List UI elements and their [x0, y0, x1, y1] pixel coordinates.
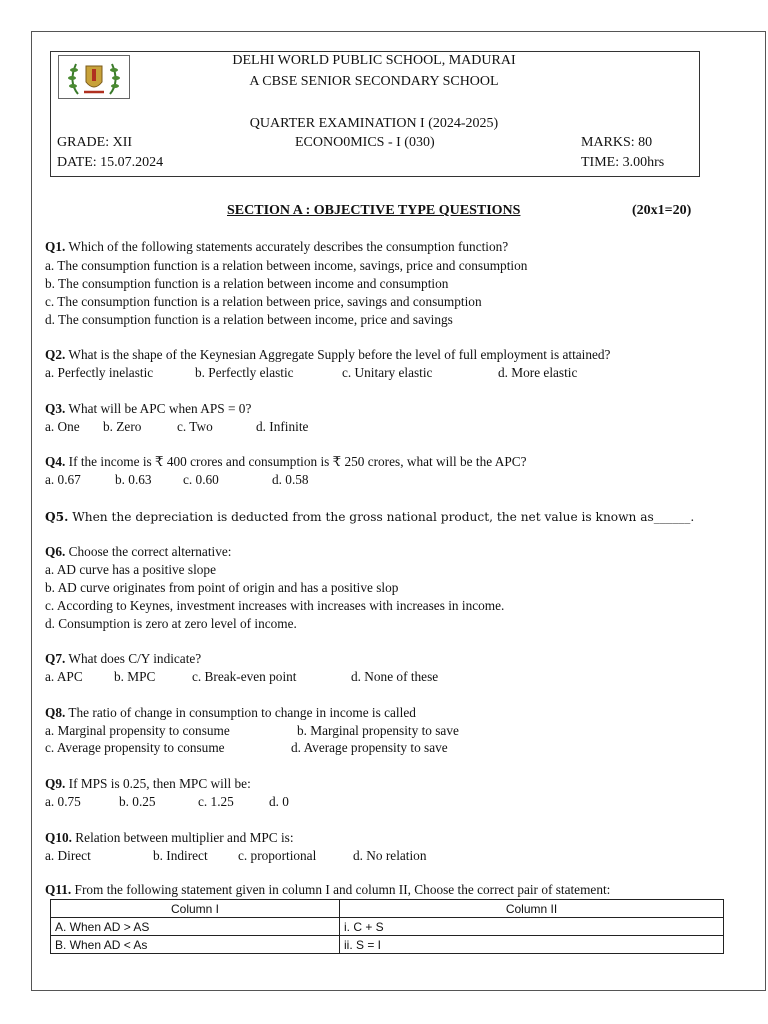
question-2: Q2. What is the shape of the Keynesian Aggregate Supply before the level of full employment is attained?: [45, 347, 611, 362]
q10-option-b: b. Indirect: [153, 848, 208, 863]
question-9: Q9. If MPS is 0.25, then MPC will be:: [45, 776, 251, 791]
q9-options: [45, 794, 289, 810]
exam-title: QUARTER EXAMINATION I (2024-2025): [249, 116, 499, 131]
q8-options-ab: [45, 723, 459, 739]
q6-option-d: d. Consumption is zero at zero level of income.: [45, 616, 297, 631]
q4-options: [45, 472, 309, 488]
q4-option-b: b. 0.63: [115, 472, 152, 487]
column-header: Column II: [340, 900, 724, 918]
q1-option-b: b. The consumption function is a relation between income and consumption: [45, 276, 449, 291]
match-table: [50, 899, 724, 954]
q1-option-c: c. The consumption function is a relation between price, savings and consumption: [45, 294, 482, 309]
q10-options: [45, 848, 426, 864]
table-cell: A. When AD > AS: [51, 918, 340, 936]
question-6: Q6. Choose the correct alternative:: [45, 544, 232, 559]
q6-option-b: b. AD curve originates from point of origin and has a positive slop: [45, 580, 399, 595]
q7-options: [45, 669, 438, 685]
question-8: Q8. The ratio of change in consumption to change in income is called: [45, 705, 416, 720]
date-label: DATE: 15.07.2024: [57, 155, 164, 170]
q8-options-cd: [45, 740, 448, 756]
table-cell: ii. S = I: [340, 936, 724, 954]
q8-option-a: a. Marginal propensity to consume: [45, 723, 230, 738]
q9-option-c: c. 1.25: [198, 794, 234, 809]
school-name: DELHI WORLD PUBLIC SCHOOL, MADURAI: [232, 53, 516, 68]
q6-option-a: a. AD curve has a positive slope: [45, 562, 216, 577]
q2-option-b: b. Perfectly elastic: [195, 365, 294, 380]
question-5: Q5. When the depreciation is deducted from the gross national product, the net value is known as______.: [45, 510, 695, 524]
q7-option-b: b. MPC: [114, 669, 156, 684]
q1-option-d: d. The consumption function is a relation between income, price and savings: [45, 312, 453, 327]
question-11: Q11. From the following statement given in column I and column II, Choose the correct pair of statement:: [45, 882, 611, 897]
q2-option-c: c. Unitary elastic: [342, 365, 433, 380]
school-affiliation: A CBSE SENIOR SECONDARY SCHOOL: [249, 74, 499, 89]
q3-option-d: d. Infinite: [256, 419, 309, 434]
q10-option-c: c. proportional: [238, 848, 317, 863]
q8-option-d: d. Average propensity to save: [291, 740, 448, 755]
column-header: Column I: [51, 900, 340, 918]
table-cell: B. When AD < As: [51, 936, 340, 954]
section-title: SECTION A : OBJECTIVE TYPE QUESTIONS: [227, 203, 521, 218]
q7-option-d: d. None of these: [351, 669, 439, 684]
table-row: [51, 918, 724, 936]
marks-label: MARKS: 80: [581, 135, 653, 150]
q3-option-c: c. Two: [177, 419, 213, 434]
q8-option-b: b. Marginal propensity to save: [297, 723, 459, 738]
table-header-row: [51, 900, 724, 918]
q8-option-c: c. Average propensity to consume: [45, 740, 225, 755]
q9-option-b: b. 0.25: [119, 794, 156, 809]
q4-option-c: c. 0.60: [183, 472, 219, 487]
subject-label: ECONO0MICS - I (030): [295, 135, 435, 150]
question-1: Q1. Which of the following statements accurately describes the consumption function?: [45, 239, 509, 254]
time-label: TIME: 3.00hrs: [581, 155, 665, 170]
q9-option-d: d. 0: [269, 794, 289, 809]
q4-option-a: a. 0.67: [45, 472, 81, 487]
q2-options: [45, 365, 577, 381]
q7-option-c: c. Break-even point: [192, 669, 297, 684]
q4-option-d: d. 0.58: [272, 472, 309, 487]
section-marks: (20x1=20): [632, 203, 692, 218]
q3-option-a: a. One: [45, 419, 80, 434]
q3-options: [45, 419, 308, 435]
q6-option-c: c. According to Keynes, investment increases with increases with increases in income.: [45, 598, 505, 613]
grade-label: GRADE: XII: [57, 135, 133, 150]
q9-option-a: a. 0.75: [45, 794, 81, 809]
table-cell: i. C + S: [340, 918, 724, 936]
question-4: Q4. If the income is ₹ 400 crores and consumption is ₹ 250 crores, what will be the APC?: [45, 454, 527, 469]
table-row: [51, 936, 724, 954]
q10-option-d: d. No relation: [353, 848, 427, 863]
q1-option-a: a. The consumption function is a relation between income, savings, price and consumption: [45, 258, 528, 273]
q2-option-a: a. Perfectly inelastic: [45, 365, 154, 380]
question-7: Q7. What does C/Y indicate?: [45, 651, 202, 666]
q3-option-b: b. Zero: [103, 419, 142, 434]
q7-option-a: a. APC: [45, 669, 83, 684]
q10-option-a: a. Direct: [45, 848, 91, 863]
q2-option-d: d. More elastic: [498, 365, 578, 380]
question-3: Q3. What will be APC when APS = 0?: [45, 401, 252, 416]
question-10: Q10. Relation between multiplier and MPC is:: [45, 830, 294, 845]
